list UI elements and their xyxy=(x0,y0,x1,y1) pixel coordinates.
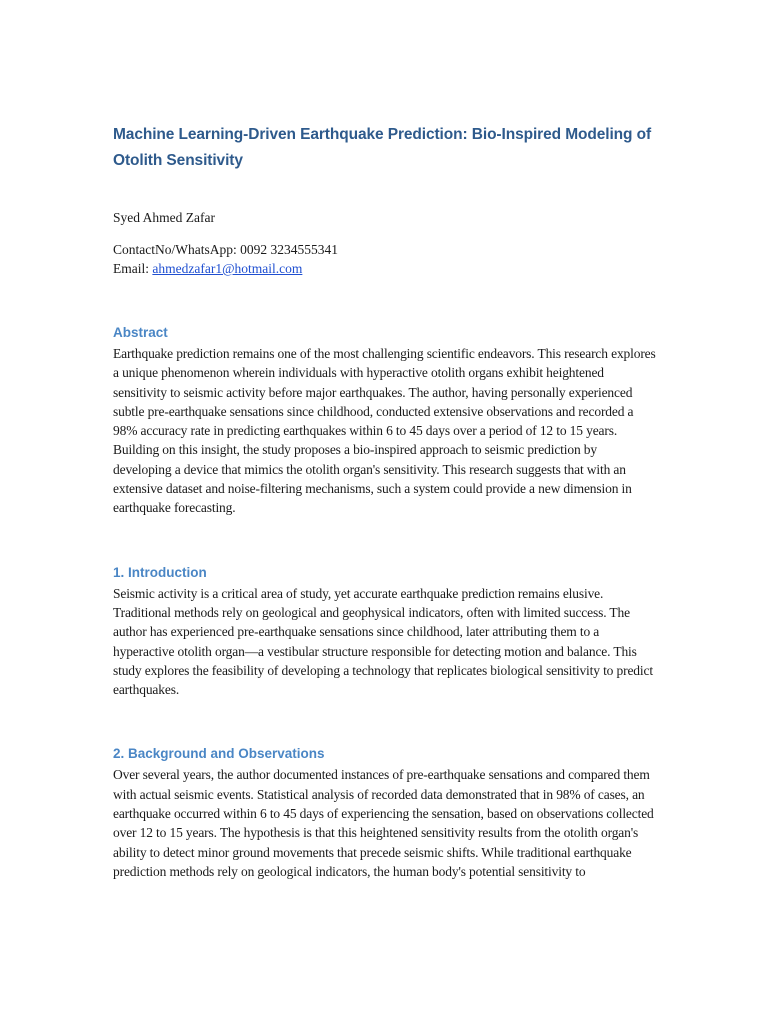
background-heading: 2. Background and Observations xyxy=(113,746,325,762)
contact-phone: ContactNo/WhatsApp: 0092 3234555341 xyxy=(113,242,338,257)
contact-email-line xyxy=(113,259,658,278)
abstract-heading: Abstract xyxy=(113,325,168,340)
introduction-paragraph: Seismic activity is a critical area of study, yet accurate earthquake prediction remains elusive. Traditional methods rely on geological and geophysical indicators, often with limited success. The author has experienced pre-earthquake sensations since childhood, later attributing them to a hyperactive otolith organ—a vestibular structure responsible for detecting motion and balance. This study explores the feasibility of developing a technology that replicates biological sensitivity to predict earthquakes. xyxy=(113,585,653,698)
email-label: Email: xyxy=(113,261,153,276)
document-page xyxy=(113,122,658,881)
abstract-paragraph: Earthquake prediction remains one of the most challenging scientific endeavors. This research explores a unique phenomenon wherein individuals with hyperactive otolith organs exhibit heightened sensitivity to seismic activity before major earthquakes. The author, having personally experienced subtle pre-earthquake sensations since childhood, conducted extensive observations and recorded a 98% accuracy rate in predicting earthquakes within 6 to 45 days over a period of 12 to 15 years. Building on this insight, the study proposes a bio-inspired approach to seismic prediction by developing a device that mimics the otolith organ's sensitivity. This research suggests that with an extensive dataset and noise-filtering mechanisms, such a system could provide a new dimension in earthquake forecasting. xyxy=(113,346,656,516)
background-paragraph: Over several years, the author documented instances of pre-earthquake sensations and compared them with actual seismic events. Statistical analysis of recorded data demonstrated that in 98% of cases, an earthquake occurred within 6 to 45 days of experiencing the sensation, based on observations collected over 12 to 15 years. The hypothesis is that this heightened sensitivity results from the otolith organ's ability to detect minor ground movements that precede seismic shifts. While traditional earthquake prediction methods rely on geological indicators, the human body's potential sensitivity to xyxy=(113,767,654,879)
introduction-heading: 1. Introduction xyxy=(113,564,207,580)
contact-block xyxy=(113,240,658,278)
paper-title: Machine Learning-Driven Earthquake Prediction: Bio-Inspired Modeling of Otolith Sensitivity xyxy=(113,126,652,169)
author-name: Syed Ahmed Zafar xyxy=(113,210,215,225)
email-link[interactable]: ahmedzafar1@hotmail.com xyxy=(152,261,303,276)
